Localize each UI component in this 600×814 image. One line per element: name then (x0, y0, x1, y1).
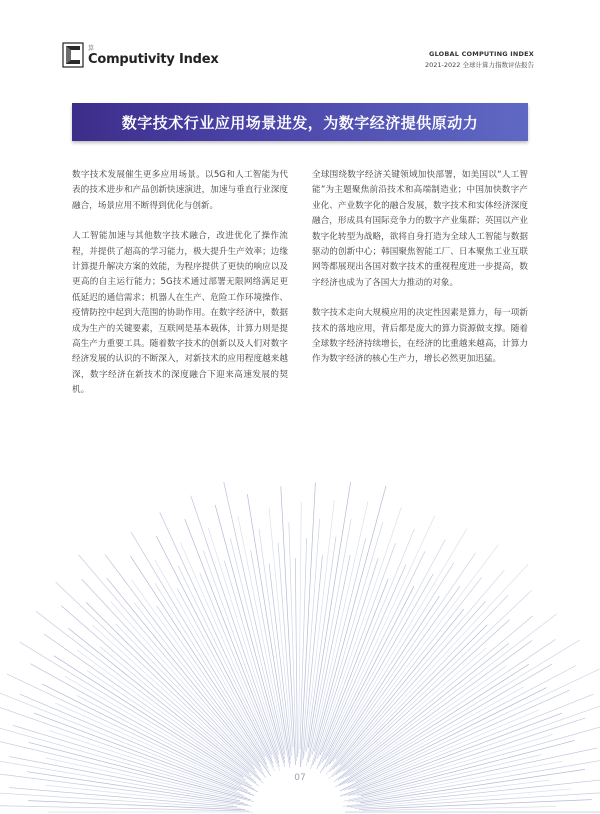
section-banner (72, 103, 528, 141)
section-title: 数字技术行业应用场景进发，为数字经济提供原动力 (121, 113, 479, 132)
right-paragraph-2: 数字技术走向大规模应用的决定性因素是算力，每一项新技术的落地应用，背后都是庞大的算力资源做支撑。随着全球数字经济持续增长，在经济的比重越来越高，计算力作为数字经济的核心生产力，增长必然更加迅猛。 (312, 308, 528, 365)
right-column (312, 168, 528, 383)
left-paragraph-1: 数字技术发展催生更多应用场景。以5G和人工智能为代表的技术进步和产品创新快速演进，加速与垂直行业深度融合，场景应用不断得到优化与创新。 (72, 170, 288, 211)
logo-small-text: 算 (88, 45, 95, 52)
page-number: 07 (294, 773, 306, 783)
report-header (425, 50, 534, 69)
logo-text: Computivity Index (88, 52, 219, 67)
report-title-cn: 2021-2022 全球计算力指数评估报告 (425, 61, 534, 69)
right-paragraph-1: 全球围绕数字经济关键领域加快部署，如美国以“人工智能”为主题聚焦前沿技术和高端制造业；中国加快数字产业化、产业数字化的融合发展，数字技术和实体经济深度融合，形成具有国际竞争力的数字产业集群；英国以产业数字化转型为战略，欲将自身打造为全球人工智能与数据驱动的创新中心；韩国聚焦智能工厂、日本聚焦工业互联网等都展现出各国对数字技术的重视程度进一步提高，数字经济也成为了各国大力推动的对象。 (312, 170, 528, 288)
left-paragraph-2: 人工智能加速与其他数字技术融合，改进优化了操作流程，并提供了超高的学习能力，极大提升生产效率；边缘计算提升解决方案的效能，为程序提供了更快的响应以及更高的自主运行能力；5G技术通过部署无限网络满足更低延迟的通信需求；机器人在生产、危险工作环境操作、疫情防控中起到大范围的协助作用。在数字经济中，数据成为生产的关键要素，互联网是基本载体，计算力则是提高生产力重要工具。随着数字技术的创新以及人们对数字经济发展的认识的不断深入，对新技术的应用程度越来越深，数字经济在新技术的深度融合下迎来高速发展的契机。 (72, 231, 288, 396)
left-column (72, 168, 288, 414)
computivity-logo (62, 42, 219, 74)
report-title-en: GLOBAL COMPUTING INDEX (429, 50, 534, 58)
logo-mark-icon (62, 42, 84, 68)
